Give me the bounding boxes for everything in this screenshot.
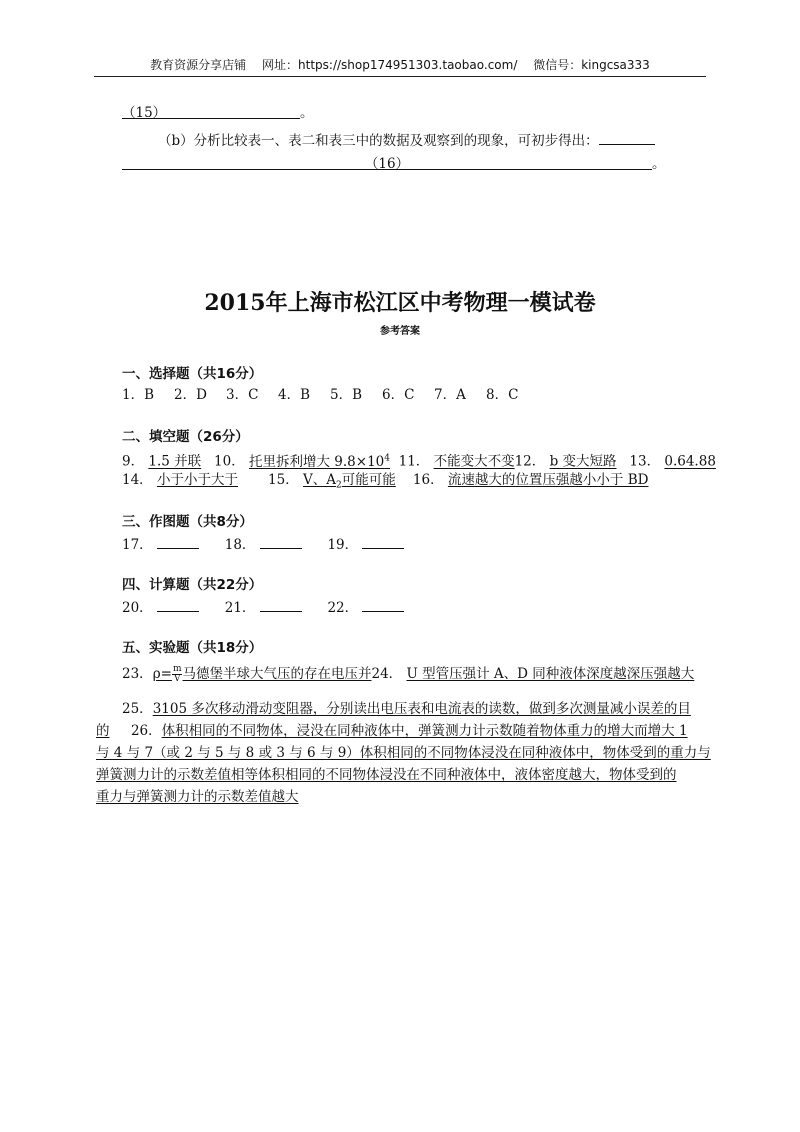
header-wechat: 微信号：kingcsa333 [533,58,650,72]
q17-blank [157,534,199,549]
q15-subscript: 2 [336,480,342,491]
blank-15-label: （15） [122,105,167,121]
q23-answer-text: 马德堡半球大气压的存在电压并 [182,666,372,682]
q11-label: 11． [398,453,430,470]
section-fill-heading: 二、填空题（26分） [122,429,249,445]
exp-row-26a [96,722,688,740]
q21-blank [260,597,302,612]
blank-16-end: 。 [652,156,666,172]
section-choice-heading: 一、选择题（共16分） [122,366,263,382]
fill-row-1 [122,449,716,471]
q16-answer: 流速越大的位置压强越小小于 BD [447,472,649,488]
q14-answer: 小于小于大于 [156,472,238,488]
page-header [94,56,706,77]
mc-answer: 3．C [226,387,259,403]
exp-row-25 [122,700,691,718]
q25-answer: 3105 多次移动滑动变阻器，分别读出电压表和电流表的读数，做到多次测量减小误差的目 [152,701,691,717]
q15-answer [303,472,396,491]
section-calc-heading: 四、计算题（共22分） [122,577,263,593]
mc-answer: 1．B [122,387,155,403]
q11-answer: 不能变大不变 [433,453,515,470]
q17-label: 17． [122,537,153,553]
exp-row-23 [122,665,694,684]
para-b [158,130,655,150]
q9-label: 9． [122,453,145,470]
q15-answer-post: 可能可能 [341,472,396,488]
q19-blank [362,534,404,549]
fill-row-2 [122,471,648,495]
q12-answer: b 变大短路 [549,453,617,470]
section-draw-heading: 三、作图题（共8分） [122,514,253,530]
rho-symbol: ρ= [152,666,172,682]
blank-16 [122,155,652,170]
mc-answer: 5．B [330,387,363,403]
q14-label: 14． [122,472,153,488]
section-exp-heading: 五、实验题（共18分） [122,640,263,656]
q25-label: 25． [122,701,153,717]
q22-label: 22． [327,600,359,616]
q26-answer-line3: 弹簧测力计的示数差值相等体积相同的不同物体浸没在不同种液体中，液体密度越大，物体受到的 [96,767,677,783]
q22-blank [362,597,404,612]
blank-15 [122,104,300,119]
blank-16-label: （16） [364,156,410,172]
blank-b [599,130,655,145]
mc-answer: 2．D [174,387,207,403]
q13-label: 13． [629,453,661,470]
mc-answer: 6．C [382,387,415,403]
q18-blank [260,534,302,549]
page-title: 2015年上海市松江区中考物理一模试卷 [204,290,596,316]
q21-label: 21． [224,600,256,616]
q26-label: 26． [130,723,162,739]
q19-label: 19． [327,537,359,553]
q25-answer-end: 的 [96,723,110,739]
q10-exponent: 4 [384,453,391,463]
blank-15-end: 。 [300,105,314,121]
density-fraction [172,665,183,684]
q23-label: 23． [122,666,153,682]
blank-16-line [122,155,666,173]
q10-answer [249,454,390,470]
q26-answer-line1: 体积相同的不同物体，浸没在同种液体中，弹簧测力计示数随着物体重力的增大而增大 1 [161,723,688,739]
q10-answer-text: 托里拆利增大 9.8×10 [249,453,385,470]
q24-label: 24． [371,666,403,682]
q18-label: 18． [224,537,256,553]
q9-answer: 1.5 并联 [148,453,202,470]
draw-row [122,534,404,554]
para-b-text: （b）分析比较表一、表二和表三中的数据及观察到的现象，可初步得出： [158,133,599,149]
blank-15-line [122,104,314,122]
q15-answer-pre: V、A [303,472,337,488]
q26-answer-line4: 重力与弹簧测力计的示数差值越大 [96,789,299,805]
page-subtitle: 参考答案 [380,326,420,337]
mc-answer: 8．C [486,387,519,403]
fraction-numerator: m [172,664,182,674]
q10-label: 10． [214,453,245,470]
header-shop: 教育资源分享店铺 [150,58,247,72]
q15-label: 15． [268,472,299,488]
header-url: 网址：https://shop174951303.taobao.com/ [262,58,518,72]
q26-answer-line2: 与 4 与 7（或 2 与 5 与 8 或 3 与 6 与 9）体积相同的不同物体浸没在同种液体中，物体受到的重力与 [96,745,711,761]
mc-answer: 4．B [278,387,311,403]
q20-label: 20． [122,600,153,616]
q23-answer [153,666,372,682]
q20-blank [157,597,199,612]
q12-label: 12． [514,453,546,470]
choice-answers [122,386,538,404]
q24-answer: U 型管压强计 A、D 同种液体深度越深压强越大 [406,666,695,682]
q13-answer: 0.64.88 [664,453,716,470]
fraction-denominator: V [173,674,181,684]
mc-answer: 7．A [434,387,466,403]
calc-row [122,597,404,617]
q16-label: 16． [412,472,444,488]
